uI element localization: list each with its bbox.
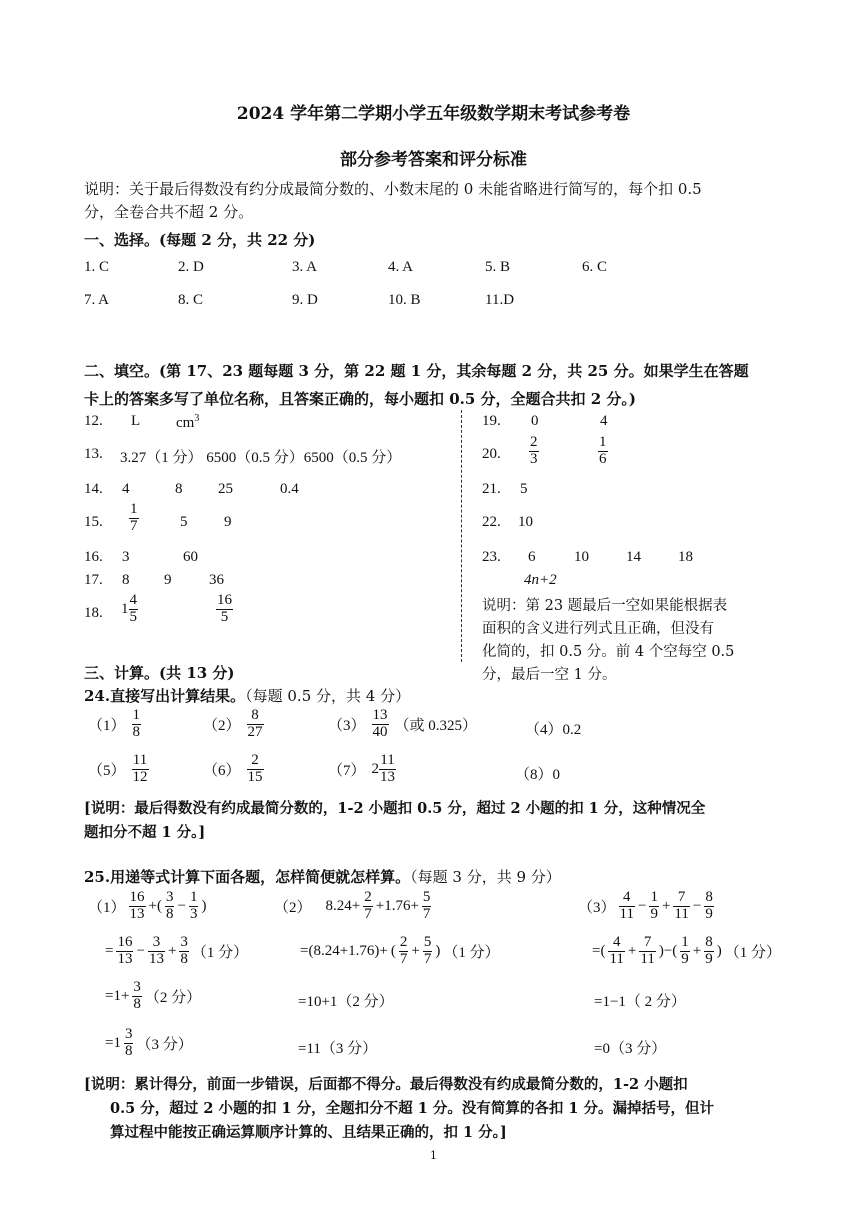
choice-answer: 3. A — [292, 259, 318, 275]
page-number: 1 — [430, 1149, 437, 1162]
q24-item-6: （6） $\frac{2}{15}$ — [203, 752, 263, 785]
q12-number: 12. — [84, 413, 103, 429]
q14-answer-c: 25 — [218, 481, 233, 497]
q25-1-line3: =1+ $\frac{3}{8}$ （2 分） — [105, 979, 202, 1012]
q24-heading: 24.直接写出计算结果。（每题 0.5 分，共 4 分） — [84, 687, 411, 705]
q25-2-line1: （2） 8.24+ $\frac{2}{7}$ +1.76+ $\frac{5}{7}$ — [274, 889, 431, 922]
q23-answer-c: 14 — [626, 549, 641, 565]
section3-heading: 三、计算。(共 13 分) — [84, 664, 235, 682]
choice-answer: 1. C — [84, 259, 110, 275]
q16-answer-a: 3 — [122, 549, 130, 565]
q25-2-line4: =11（3 分） — [298, 1041, 378, 1057]
q25-1-line4: =1 $\frac{3}{8}$ （3 分） — [105, 1026, 193, 1059]
q17-answer-b: 9 — [164, 572, 172, 588]
q24-item-1: （1） $\frac{1}{8}$ — [88, 707, 141, 740]
section2-heading-line2: 卡上的答案多写了单位名称，且答案正确的，每小题扣 0.5 分，全题合共扣 2 分。) — [84, 390, 637, 408]
q25-note-line1: [说明：累计得分，前面一步错误，后面都不得分。最后得数没有约成最简分数的，1-2 小题扣 — [84, 1076, 688, 1093]
q23-answer-b: 10 — [574, 549, 589, 565]
q23-note-line3: 化简的，扣 0.5 分。前 4 个空每空 0.5 — [482, 644, 735, 660]
choice-answer: 11.D — [485, 292, 515, 308]
q12-answer-a: L — [131, 413, 141, 429]
q19-answer-a: 0 — [531, 413, 539, 429]
q17-answer-c: 36 — [209, 572, 224, 588]
choice-answer: 10. B — [388, 292, 421, 308]
choice-answer: 7. A — [84, 292, 110, 308]
q24-note-line2: 题扣分不超 1 分。] — [84, 824, 206, 841]
header-note-line1: 说明：关于最后得数没有约分成最简分数的、小数末尾的 0 未能省略进行简写的，每个扣 0.5 — [84, 180, 702, 198]
q17-answer-a: 8 — [122, 572, 130, 588]
q14-answer-b: 8 — [175, 481, 183, 497]
choice-answer: 2. D — [178, 259, 204, 275]
q23-number: 23. — [482, 549, 501, 565]
q24-note-line1: [说明：最后得数没有约成最简分数的，1-2 小题扣 0.5 分，超过 2 小题的扣 1 分，这种情况全 — [84, 800, 706, 817]
q25-3-line2: =( $\frac{4}{11}$ + $\frac{7}{11}$ )−( $\frac{1}{9}$ + $\frac{8}{9}$ ) （1 分） — [592, 934, 782, 967]
q20-number: 20. — [482, 446, 501, 462]
q24-item-2: （2） $\frac{8}{27}$ — [203, 707, 263, 740]
q20-fraction-b: $\frac{1}{6}$ — [599, 434, 607, 467]
choice-answer: 4. A — [388, 259, 414, 275]
column-divider — [461, 410, 462, 662]
choice-answer: 8. C — [178, 292, 204, 308]
q25-note-line3: 算过程中能按正确运算顺序计算的、且结果正确的，扣 1 分。] — [110, 1124, 507, 1141]
q14-answer-a: 4 — [122, 481, 130, 497]
q25-3-line1: （3） $\frac{4}{11}$ − $\frac{1}{9}$ + $\frac{7}{11}$ − $\frac{8}{9}$ — [578, 889, 713, 922]
q24-item-3: （3） $\frac{13}{40}$ （或 0.325） — [328, 707, 478, 740]
q18-number: 18. — [84, 605, 103, 621]
q25-1-line1: （1） $\frac{16}{13}$ +( $\frac{3}{8}$ − $\frac{1}{3}$ ) — [88, 889, 207, 922]
q21-answer: 5 — [520, 481, 528, 497]
q23-answer-d: 18 — [678, 549, 693, 565]
q15-answer-c: 9 — [224, 514, 232, 530]
q25-1-line2: = $\frac{16}{13}$ − $\frac{3}{13}$ + $\frac{3}{8}$ （1 分） — [105, 934, 249, 967]
q25-2-line3: =10+1（2 分） — [298, 994, 394, 1010]
q19-answer-b: 4 — [600, 413, 608, 429]
page-title: 2024 学年第二学期小学五年级数学期末考试参考卷 — [236, 104, 631, 124]
q17-number: 17. — [84, 572, 103, 588]
q23-answer-e: 4n+2 — [524, 572, 557, 588]
choice-answer: 6. C — [582, 259, 608, 275]
q25-heading: 25.用递等式计算下面各题，怎样简便就怎样算。（每题 3 分，共 9 分） — [84, 868, 561, 886]
choice-answer: 5. B — [485, 259, 511, 275]
section2-heading-line1: 二、填空。(第 17、23 题每题 3 分，第 22 题 1 分，其余每题 2 分，共 25 分。如果学生在答题 — [84, 362, 749, 380]
q16-number: 16. — [84, 549, 103, 565]
q19-number: 19. — [482, 413, 501, 429]
q18-mixed-number: 1 $\frac{4}{5}$ — [121, 592, 137, 625]
q23-answer-a: 6 — [528, 549, 536, 565]
q25-3-line3: =1−1（ 2 分） — [594, 994, 686, 1010]
q16-answer-b: 60 — [183, 549, 198, 565]
q13-answer: 3.27（1 分） 6500（0.5 分）6500（0.5 分） — [120, 450, 402, 466]
q18-fraction: $\frac{16}{5}$ — [217, 592, 232, 625]
q23-note-line4: 分，最后一空 1 分。 — [482, 667, 617, 683]
q25-2-line2: =(8.24+1.76)+ ( $\frac{2}{7}$ + $\frac{5}{7}$ ) （1 分） — [300, 934, 500, 967]
page-subtitle: 部分参考答案和评分标准 — [340, 150, 527, 170]
q24-item-5: （5） $\frac{11}{12}$ — [88, 752, 148, 785]
q21-number: 21. — [482, 481, 501, 497]
section1-heading: 一、选择。(每题 2 分，共 22 分) — [84, 231, 316, 249]
q24-item-8: （8）0 — [515, 767, 561, 783]
q15-fraction: $\frac{1}{7}$ — [130, 501, 138, 534]
q23-note-line2: 面积的含义进行列式且正确，但没有 — [482, 621, 714, 637]
q22-answer: 10 — [518, 514, 533, 530]
q24-item-4: （4）0.2 — [525, 722, 582, 738]
q14-answer-d: 0.4 — [280, 481, 299, 497]
q14-number: 14. — [84, 481, 103, 497]
q25-note-line2: 0.5 分，超过 2 小题的扣 1 分，全题扣分不超 1 分。没有简算的各扣 1 分。漏掉括号，但计 — [110, 1100, 715, 1117]
q13-number: 13. — [84, 446, 103, 462]
q23-note-line1: 说明：第 23 题最后一空如果能根据表 — [482, 598, 728, 614]
header-note-line2: 分，全卷合共不超 2 分。 — [84, 203, 254, 221]
q22-number: 22. — [482, 514, 501, 530]
q15-answer-b: 5 — [180, 514, 188, 530]
q12-answer-b: $cm^3$ — [176, 413, 200, 431]
choice-answer: 9. D — [292, 292, 318, 308]
q24-item-7: （7） 2 $\frac{11}{13}$ — [328, 752, 396, 785]
q15-number: 15. — [84, 514, 103, 530]
q20-fraction-a: $\frac{2}{3}$ — [530, 434, 538, 467]
q25-3-line4: =0（3 分） — [594, 1041, 667, 1057]
